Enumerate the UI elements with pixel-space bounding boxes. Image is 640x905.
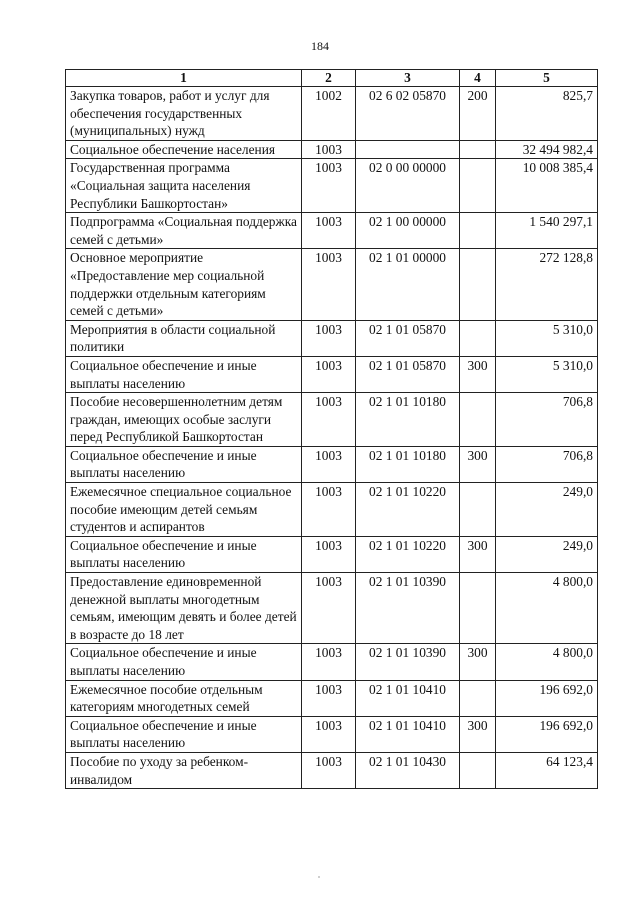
row-target-code: 02 1 01 10220 <box>356 536 460 572</box>
header-col-1: 1 <box>66 70 302 87</box>
table-row <box>66 140 598 159</box>
header-row <box>66 70 598 87</box>
row-section-code: 1003 <box>302 716 356 752</box>
row-name: Пособие несовершеннолетним детям граждан, имеющих особые заслуги перед Республикой Башкортостан <box>66 393 302 447</box>
table-row <box>66 536 598 572</box>
table-row <box>66 752 598 788</box>
page-number: 184 <box>311 39 329 53</box>
row-section-code: 1003 <box>302 752 356 788</box>
row-expense-type: 300 <box>460 356 496 392</box>
row-expense-type <box>460 573 496 644</box>
row-expense-type <box>460 483 496 537</box>
row-section-code: 1003 <box>302 644 356 680</box>
row-amount: 249,0 <box>496 483 598 537</box>
row-name: Ежемесячное специальное социальное пособие имеющим детей семьям студентов и аспирантов <box>66 483 302 537</box>
row-section-code: 1003 <box>302 393 356 447</box>
row-amount: 10 008 385,4 <box>496 159 598 213</box>
row-name: Социальное обеспечение и иные выплаты населению <box>66 536 302 572</box>
row-section-code: 1003 <box>302 573 356 644</box>
row-target-code: 02 6 02 05870 <box>356 87 460 141</box>
row-amount: 1 540 297,1 <box>496 213 598 249</box>
row-amount: 32 494 982,4 <box>496 140 598 159</box>
row-expense-type: 300 <box>460 644 496 680</box>
table-header <box>66 70 598 87</box>
row-target-code: 02 1 01 10180 <box>356 393 460 447</box>
row-expense-type <box>460 213 496 249</box>
row-name: Социальное обеспечение и иные выплаты населению <box>66 356 302 392</box>
row-expense-type <box>460 320 496 356</box>
table-row <box>66 716 598 752</box>
table-row <box>66 573 598 644</box>
row-target-code: 02 1 01 00000 <box>356 249 460 320</box>
row-expense-type <box>460 752 496 788</box>
row-target-code: 02 1 01 10390 <box>356 573 460 644</box>
table-row <box>66 249 598 320</box>
table-row <box>66 680 598 716</box>
row-target-code: 02 1 01 10220 <box>356 483 460 537</box>
row-amount: 196 692,0 <box>496 716 598 752</box>
table-row <box>66 393 598 447</box>
row-expense-type <box>460 393 496 447</box>
table-row <box>66 320 598 356</box>
scan-dot <box>318 876 320 878</box>
row-amount: 5 310,0 <box>496 320 598 356</box>
row-target-code: 02 1 01 10410 <box>356 716 460 752</box>
header-col-5: 5 <box>496 70 598 87</box>
row-name: Подпрограмма «Социальная поддержка семей с детьми» <box>66 213 302 249</box>
row-amount: 825,7 <box>496 87 598 141</box>
row-name: Социальное обеспечение населения <box>66 140 302 159</box>
row-section-code: 1003 <box>302 446 356 482</box>
row-name: Социальное обеспечение и иные выплаты населению <box>66 446 302 482</box>
table-row <box>66 644 598 680</box>
row-expense-type: 300 <box>460 446 496 482</box>
table-body <box>66 87 598 789</box>
row-section-code: 1003 <box>302 680 356 716</box>
row-expense-type <box>460 249 496 320</box>
row-expense-type: 300 <box>460 536 496 572</box>
row-amount: 4 800,0 <box>496 644 598 680</box>
row-target-code: 02 1 01 10430 <box>356 752 460 788</box>
row-expense-type: 300 <box>460 716 496 752</box>
row-name: Государственная программа «Социальная защита населения Республики Башкортостан» <box>66 159 302 213</box>
row-name: Ежемесячное пособие отдельным категориям многодетных семей <box>66 680 302 716</box>
table-row <box>66 446 598 482</box>
table-row <box>66 213 598 249</box>
row-amount: 249,0 <box>496 536 598 572</box>
row-target-code: 02 1 01 10410 <box>356 680 460 716</box>
row-name: Закупка товаров, работ и услуг для обеспечения государственных (муниципальных) нужд <box>66 87 302 141</box>
row-amount: 4 800,0 <box>496 573 598 644</box>
row-amount: 64 123,4 <box>496 752 598 788</box>
row-name: Социальное обеспечение и иные выплаты населению <box>66 716 302 752</box>
row-expense-type: 200 <box>460 87 496 141</box>
row-target-code: 02 1 01 10180 <box>356 446 460 482</box>
row-amount: 196 692,0 <box>496 680 598 716</box>
row-target-code <box>356 140 460 159</box>
row-section-code: 1003 <box>302 249 356 320</box>
row-amount: 5 310,0 <box>496 356 598 392</box>
row-amount: 272 128,8 <box>496 249 598 320</box>
table-row <box>66 87 598 141</box>
row-name: Пособие по уходу за ребенком-инвалидом <box>66 752 302 788</box>
row-section-code: 1003 <box>302 483 356 537</box>
row-section-code: 1003 <box>302 356 356 392</box>
header-col-4: 4 <box>460 70 496 87</box>
row-name: Основное мероприятие «Предоставление мер социальной поддержки отдельным категориям семей с детьми» <box>66 249 302 320</box>
row-amount: 706,8 <box>496 393 598 447</box>
row-expense-type <box>460 140 496 159</box>
row-target-code: 02 0 00 00000 <box>356 159 460 213</box>
table-row <box>66 483 598 537</box>
row-expense-type <box>460 159 496 213</box>
row-section-code: 1002 <box>302 87 356 141</box>
row-target-code: 02 1 01 10390 <box>356 644 460 680</box>
row-section-code: 1003 <box>302 159 356 213</box>
table-row <box>66 159 598 213</box>
row-name: Социальное обеспечение и иные выплаты населению <box>66 644 302 680</box>
row-section-code: 1003 <box>302 213 356 249</box>
row-target-code: 02 1 01 05870 <box>356 356 460 392</box>
header-col-3: 3 <box>356 70 460 87</box>
row-section-code: 1003 <box>302 140 356 159</box>
row-name: Предоставление единовременной денежной выплаты многодетным семьям, имеющим девять и более детей в возрасте до 18 лет <box>66 573 302 644</box>
budget-table <box>65 69 598 789</box>
row-target-code: 02 1 01 05870 <box>356 320 460 356</box>
table-row <box>66 356 598 392</box>
row-name: Мероприятия в области социальной политики <box>66 320 302 356</box>
row-section-code: 1003 <box>302 320 356 356</box>
row-section-code: 1003 <box>302 536 356 572</box>
row-amount: 706,8 <box>496 446 598 482</box>
row-expense-type <box>460 680 496 716</box>
row-target-code: 02 1 00 00000 <box>356 213 460 249</box>
header-col-2: 2 <box>302 70 356 87</box>
